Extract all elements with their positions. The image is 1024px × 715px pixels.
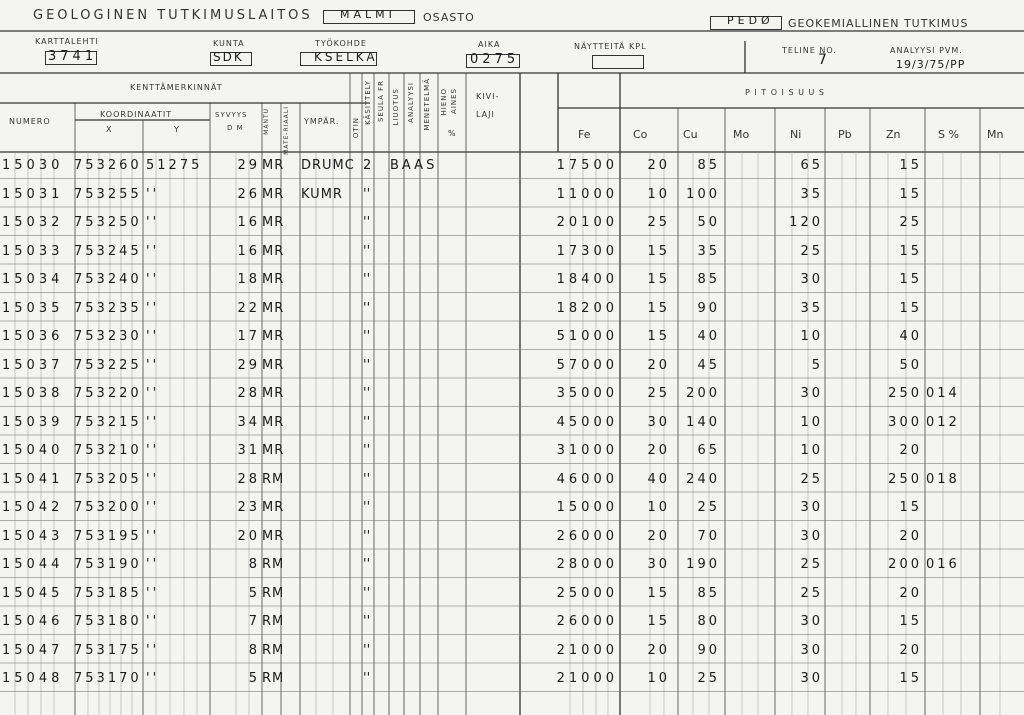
cell-ymp: DRUMC [301,158,355,173]
work-site-label: TYÖKOHDE [315,39,367,48]
cell-syvyys: 23 [237,500,260,515]
cell-fe: 20100 [556,215,618,230]
cell-cu: 65 [697,443,720,458]
cell-mat: MR [262,158,285,173]
cell-syvyys: 28 [237,471,260,487]
cell-cu: 200 [686,386,720,401]
cell-syvyys: 29 [237,357,260,373]
cell-syvyys: 20 [237,528,260,544]
cell-co: 20 [647,158,670,173]
cell-y: '' [146,186,160,202]
cell-mat: MR [262,528,285,544]
cell-co: 15 [647,243,670,259]
cell-ni: 30 [800,272,823,287]
cell-ka: 2 [363,158,372,173]
cell-mat: RM [262,671,285,686]
cell-zn: 15 [899,671,922,686]
cell-co: 15 [647,614,670,629]
coord-x-header: X [106,125,113,134]
element-header: Mn [987,128,1004,141]
depth-header: SYVYYS [215,111,248,119]
cell-x: 753215 [74,414,142,430]
cell-ka: '' [363,671,371,686]
cell-syvyys: 26 [237,186,260,202]
cell-x: 753225 [74,357,142,373]
unit-value: PEDØ [727,14,774,27]
cell-cu: 85 [697,585,720,601]
rack-number-value: 7 [818,52,831,68]
cell-mat: RM [262,614,285,629]
cell-s: 018 [926,471,960,487]
department-value: MALMI [340,8,396,21]
cell-fe: 51000 [556,329,618,344]
cell-numero: 15035 [2,300,64,316]
cell-ka: '' [363,614,371,629]
cell-ni: 10 [800,329,823,344]
cell-co: 15 [647,585,670,601]
element-header: Cu [683,128,698,141]
cell-ni: 120 [789,215,823,230]
cell-x: 753235 [74,300,142,316]
cell-ka: '' [363,272,371,287]
cell-zn: 200 [888,557,922,572]
sample-count-label: NÄYTTEITÄ KPL [574,42,647,51]
cell-mat: RM [262,642,285,658]
cell-s: 012 [926,414,960,430]
cell-co: 10 [647,671,670,686]
sampler-header: OTIN [352,117,360,139]
cell-fe: 11000 [556,186,618,202]
cell-mat: MR [262,414,285,430]
cell-mat: MR [262,329,285,344]
cell-mat: MR [262,500,285,515]
cell-x: 753190 [74,557,142,572]
cell-y: '' [146,243,160,259]
cell-ni: 25 [800,471,823,487]
cell-cu: 35 [697,243,720,259]
department-label: OSASTO [423,11,475,24]
concentration-header: P I T O I S U U S [745,88,825,97]
cell-zn: 20 [899,642,922,658]
cell-numero: 15040 [2,443,64,458]
cell-mat: MR [262,272,285,287]
map-sheet-value: 3741 [48,49,98,64]
time-value: 0275 [470,52,520,67]
cell-fe: 26000 [556,528,618,544]
cell-mat: MR [262,243,285,259]
cell-fe: 28000 [556,557,618,572]
cell-zn: 20 [899,585,922,601]
cell-numero: 15037 [2,357,64,373]
cell-ni: 10 [800,443,823,458]
cell-syvyys: 34 [237,414,260,430]
cell-zn: 15 [899,614,922,629]
cell-y: '' [146,443,160,458]
element-header: Co [633,128,648,141]
cell-ka: '' [363,300,371,316]
cell-co: 15 [647,329,670,344]
analysis-date-value: 19/3/75/PP [896,58,966,71]
cell-syvyys: 7 [248,614,260,629]
cell-numero: 15042 [2,500,64,515]
cell-y: '' [146,471,160,487]
cell-x: 753200 [74,500,142,515]
cell-ka: '' [363,528,371,544]
cell-mat: MR [262,386,285,401]
cell-x: 753205 [74,471,142,487]
cell-ni: 30 [800,500,823,515]
cell-ni: 30 [800,528,823,544]
cell-syvyys: 29 [237,158,260,173]
cell-ka: '' [363,414,371,430]
cell-y: '' [146,300,160,316]
cell-syvyys: 5 [248,585,260,601]
cell-numero: 15036 [2,329,64,344]
sieve-header: SEULA FR [377,80,385,122]
cell-cu: 25 [697,671,720,686]
cell-zn: 300 [888,414,922,430]
coord-y-header: Y [174,125,180,134]
cell-numero: 15043 [2,528,64,544]
material-header: MATE-RIAALI [283,106,290,155]
cell-fe: 57000 [556,357,618,373]
cell-ka: '' [363,386,371,401]
cell-ka: '' [363,443,371,458]
cell-numero: 15048 [2,671,64,686]
cell-numero: 15046 [2,614,64,629]
field-notes-header: KENTTÄMERKINNÄT [130,83,223,92]
cell-co: 25 [647,386,670,401]
cell-numero: 15032 [2,215,64,230]
cell-y: '' [146,329,160,344]
cell-ka: '' [363,329,371,344]
cell-syvyys: 16 [237,243,260,259]
cell-fe: 21000 [556,642,618,658]
element-header: Pb [838,128,852,141]
cell-mat: RM [262,585,285,601]
map-sheet-label: KARTTALEHTI [35,37,99,46]
cell-zn: 15 [899,500,922,515]
cell-co: 15 [647,272,670,287]
cell-fe: 18200 [556,300,618,316]
cell-mat: MR [262,443,285,458]
cell-x: 753260 [74,158,142,173]
cell-cu: 85 [697,272,720,287]
cell-cu: 25 [697,500,720,515]
cell-ka: '' [363,585,371,601]
cell-numero: 15045 [2,585,64,601]
cell-cu: 90 [697,300,720,316]
cell-numero: 15034 [2,272,64,287]
cell-y: '' [146,557,160,572]
depth-unit-header: D M [227,124,244,132]
cell-co: 40 [647,471,670,487]
cell-x: 753240 [74,272,142,287]
cell-co: 20 [647,528,670,544]
cell-zn: 250 [888,386,922,401]
cell-y: '' [146,585,160,601]
cell-zn: 15 [899,186,922,202]
cell-ni: 25 [800,557,823,572]
cell-co: 15 [647,300,670,316]
cell-cu: 140 [686,414,720,430]
cell-numero: 15039 [2,414,64,430]
cell-numero: 15041 [2,471,64,487]
cell-cu: 90 [697,642,720,658]
cell-co: 20 [647,357,670,373]
cell-ni: 30 [800,642,823,658]
unit-label: GEOKEMIALLINEN TUTKIMUS [788,17,969,30]
organization-title: GEOLOGINEN TUTKIMUSLAITOS [33,8,313,23]
cell-x: 753210 [74,443,142,458]
number-header: NUMERO [9,117,51,126]
cell-zn: 15 [899,300,922,316]
cell-fe: 18400 [556,272,618,287]
coordinates-header: KOORDINAATIT [100,110,173,119]
cell-x: 753195 [74,528,142,544]
element-header: S % [938,128,959,141]
cell-y: '' [146,671,160,686]
cell-ni: 35 [800,186,823,202]
cell-co: 10 [647,186,670,202]
cell-ni: 10 [800,414,823,430]
analysis-header: ANALYYSI [407,82,415,123]
cell-numero: 15031 [2,186,64,202]
cell-ni: 65 [800,158,823,173]
cell-numero: 15044 [2,557,64,572]
analysis-date-label: ANALYYSI PVM. [890,46,963,55]
cell-syvyys: 8 [248,557,260,572]
cell-x: 753220 [74,386,142,401]
cell-zn: 20 [899,528,922,544]
cell-co: 30 [647,414,670,430]
cell-x: 753175 [74,642,142,658]
cell-zn: 25 [899,215,922,230]
cell-numero: 15047 [2,642,64,658]
cell-fe: 26000 [556,614,618,629]
cell-mat: MR [262,357,285,373]
cell-zn: 50 [899,357,922,373]
cell-fe: 17500 [556,158,618,173]
cell-ka: '' [363,357,371,373]
cell-zn: 15 [899,243,922,259]
cell-ka: '' [363,215,371,230]
cell-x: 753250 [74,215,142,230]
cell-zn: 15 [899,272,922,287]
rack-number-label: TELINE NO. [782,46,837,55]
rock-type-header-2: LAJI [476,110,495,119]
cell-zn: 20 [899,443,922,458]
cell-ka: '' [363,243,371,259]
cell-ni: 25 [800,243,823,259]
percent-header: % [448,129,457,138]
cell-ni: 35 [800,300,823,316]
cell-ni: 30 [800,614,823,629]
material-fine-header: AINES [450,88,458,114]
fine-header: HIENO [440,88,448,116]
cell-y: '' [146,357,160,373]
cell-syvyys: 17 [237,329,260,344]
cell-syvyys: 8 [248,642,260,658]
cell-cu: 70 [697,528,720,544]
cell-fe: 35000 [556,386,618,401]
cell-co: 20 [647,642,670,658]
cell-cu: 50 [697,215,720,230]
cell-mat: MR [262,300,285,316]
cell-x: 753185 [74,585,142,601]
surroundings-header: YMPÄR. [304,117,340,126]
municipality-label: KUNTA [213,39,245,48]
cell-zn: 40 [899,329,922,344]
cell-cu: 80 [697,614,720,629]
municipality-value: SDK [213,50,244,64]
cell-an: BAAS [390,158,438,173]
cell-ka: '' [363,471,371,487]
cell-ni: 30 [800,671,823,686]
cell-zn: 250 [888,471,922,487]
cell-y: '' [146,614,160,629]
cell-x: 753255 [74,186,142,202]
cell-y: '' [146,500,160,515]
cell-co: 25 [647,215,670,230]
cell-syvyys: 22 [237,300,260,316]
cell-fe: 21000 [556,671,618,686]
cell-syvyys: 28 [237,386,260,401]
cell-x: 753180 [74,614,142,629]
cell-y: '' [146,528,160,544]
method-header: MENETELMÄ [423,78,431,131]
cell-co: 10 [647,500,670,515]
sample-count-box [592,55,644,69]
cell-cu: 85 [697,158,720,173]
cell-co: 30 [647,557,670,572]
cell-mat: RM [262,471,285,487]
cell-ka: '' [363,557,371,572]
cell-x: 753245 [74,243,142,259]
cell-x: 753170 [74,671,142,686]
cell-y: '' [146,642,160,658]
element-header: Fe [578,128,591,141]
cell-ka: '' [363,500,371,515]
element-header: Mo [733,128,750,141]
cell-y: '' [146,272,160,287]
cell-y: 51275 [146,158,203,173]
cell-y: '' [146,215,160,230]
cell-fe: 46000 [556,471,618,487]
cell-fe: 15000 [556,500,618,515]
element-header: Zn [886,128,901,141]
cell-s: 014 [926,386,960,401]
cell-ka: '' [363,642,371,658]
time-label: AIKA [478,40,501,49]
cell-syvyys: 5 [248,671,260,686]
cell-co: 20 [647,443,670,458]
cell-s: 016 [926,557,960,572]
cell-fe: 31000 [556,443,618,458]
rock-type-header-1: KIVI- [476,92,500,101]
cell-cu: 40 [697,329,720,344]
cell-ni: 5 [811,357,823,373]
mantu-header: MANTU [263,108,270,135]
cell-cu: 190 [686,557,720,572]
work-site-value: KSELKA [314,50,378,64]
cell-syvyys: 31 [237,443,260,458]
cell-fe: 25000 [556,585,618,601]
cell-syvyys: 18 [237,272,260,287]
dissolution-header: LIUOTUS [392,88,400,126]
cell-syvyys: 16 [237,215,260,230]
cell-numero: 15030 [2,158,64,173]
cell-mat: RM [262,557,285,572]
cell-y: '' [146,414,160,430]
cell-x: 753230 [74,329,142,344]
cell-ni: 30 [800,386,823,401]
cell-zn: 15 [899,158,922,173]
cell-ymp: KUMR [301,186,343,202]
treatment-header: KÄSITTELY [364,80,372,125]
cell-fe: 17300 [556,243,618,259]
cell-ka: '' [363,186,371,202]
cell-fe: 45000 [556,414,618,430]
cell-numero: 15038 [2,386,64,401]
element-header: Ni [790,128,802,141]
cell-y: '' [146,386,160,401]
cell-cu: 45 [697,357,720,373]
cell-mat: MR [262,215,285,230]
cell-ni: 25 [800,585,823,601]
cell-cu: 100 [686,186,720,202]
cell-cu: 240 [686,471,720,487]
cell-mat: MR [262,186,285,202]
cell-numero: 15033 [2,243,64,259]
